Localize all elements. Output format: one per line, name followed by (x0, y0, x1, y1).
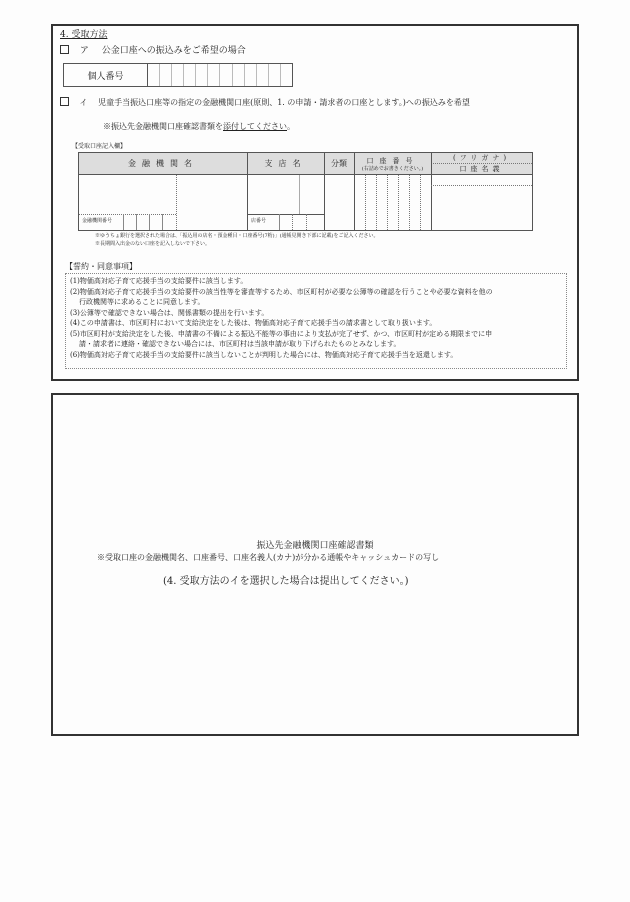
account-number-input[interactable] (354, 175, 431, 231)
option-a-row (60, 45, 246, 57)
option-a-checkbox[interactable] (60, 45, 69, 54)
term-item: (4)この申請書は、市区町村において支給決定をした後は、物価高対応子育て応援手当の請求書として取り扱います。 (70, 319, 437, 327)
digit-box[interactable] (208, 64, 220, 86)
account-form-title: 【受取口座記入欄】 (72, 143, 127, 150)
digit-box[interactable] (196, 64, 208, 86)
attachment-instruction: (4. 受取方法のイを選択した場合は提出してください。) (163, 576, 409, 587)
option-b-label: 児童手当振込口座等の指定の金融機関口座(原則、1. の申請・請求者の口座とします。)への振込みを希望 (98, 98, 470, 107)
section-title: 4. 受取方法 (60, 30, 108, 40)
branch-code-label: 店番号 (251, 218, 267, 224)
digit-box[interactable] (148, 64, 160, 86)
term-item: (3)公簿等で確認できない場合は、関係書類の提出を行います。 (70, 308, 269, 317)
attachment-title: 振込先金融機関口座確認書類 (256, 541, 374, 551)
header-account-number: 口座番号 (右詰めでお書きください。) (354, 153, 431, 175)
attachment-description: ※受取口座の金融機関名、口座番号、口座名義人(カナ)が分かる通帳やキャッシュカードの写し (97, 553, 440, 562)
option-b-row (60, 97, 470, 108)
digit-box[interactable] (233, 64, 245, 86)
bank-code-label: 金融機関番号 (82, 218, 113, 224)
digit-box[interactable] (281, 64, 292, 86)
attachment-box (51, 393, 579, 736)
digit-box[interactable] (184, 64, 196, 86)
term-item: 行政機関等に求めることに同意します。 (79, 298, 205, 306)
header-branch-name: 支店名 (247, 153, 324, 175)
personal-number-field (63, 63, 293, 87)
header-category: 分類 (324, 153, 354, 175)
digit-box[interactable] (269, 64, 281, 86)
bank-name-input[interactable] (79, 175, 176, 214)
digit-box[interactable] (257, 64, 269, 86)
header-account-holder: (フリガナ) 口座名義 (431, 153, 532, 175)
account-holder-input[interactable] (431, 186, 532, 231)
terms-box (65, 273, 567, 369)
digit-box[interactable] (245, 64, 257, 86)
term-item: (2)物価高対応子育て応援手当の支給要件の該当性等を審査等するため、市区町村が必要な公簿等の確認を行うことや必要な資料を他の (70, 287, 493, 296)
digit-box[interactable] (160, 64, 172, 86)
yucho-note: ※ゆうちょ銀行を選択された場合は、「振込用の店名・預金種目・口座番号(7桁)」(通帳見開き下部に記載)をご記入ください。 (95, 233, 379, 239)
option-a-label: 公金口座への振込みをご希望の場合 (101, 46, 246, 56)
term-item: (5)市区町村が支給決定をした後、申請書の不備による振込不能等の事由により支払が完了せず、かつ、市区町村が定める期限までに申 (70, 329, 493, 338)
term-item: (1)物価高対応子育て応援手当の支給要件に該当します。 (70, 277, 248, 285)
option-a-marker: ア (79, 46, 89, 56)
digit-box[interactable] (220, 64, 232, 86)
option-b-marker: イ (79, 98, 88, 107)
term-item: (6)物価高対応子育て応援手当の支給要件に該当しないことが判明した場合には、物価高対応子育て応援手当を返還します。 (70, 350, 458, 359)
option-b-checkbox[interactable] (60, 97, 69, 106)
dormant-account-note: ※長期間入出金のない口座を記入しないで下さい。 (95, 241, 211, 247)
term-item: 請・請求者に連絡・確認できない場合には、市区町村は当該申請が取り下げられたものとみなします。 (79, 340, 401, 348)
category-input[interactable] (324, 175, 354, 231)
attach-note: ※振込先金融機関口座確認書類を添付してください。 (103, 122, 295, 131)
furigana-input[interactable] (431, 175, 532, 185)
terms-title: 【誓約・同意事項】 (65, 262, 137, 271)
branch-name-input[interactable] (247, 175, 299, 214)
digit-box[interactable] (172, 64, 184, 86)
personal-number-label: 個人番号 (64, 64, 148, 86)
account-table (78, 152, 533, 231)
header-bank-name: 金融機関名 (79, 153, 247, 175)
